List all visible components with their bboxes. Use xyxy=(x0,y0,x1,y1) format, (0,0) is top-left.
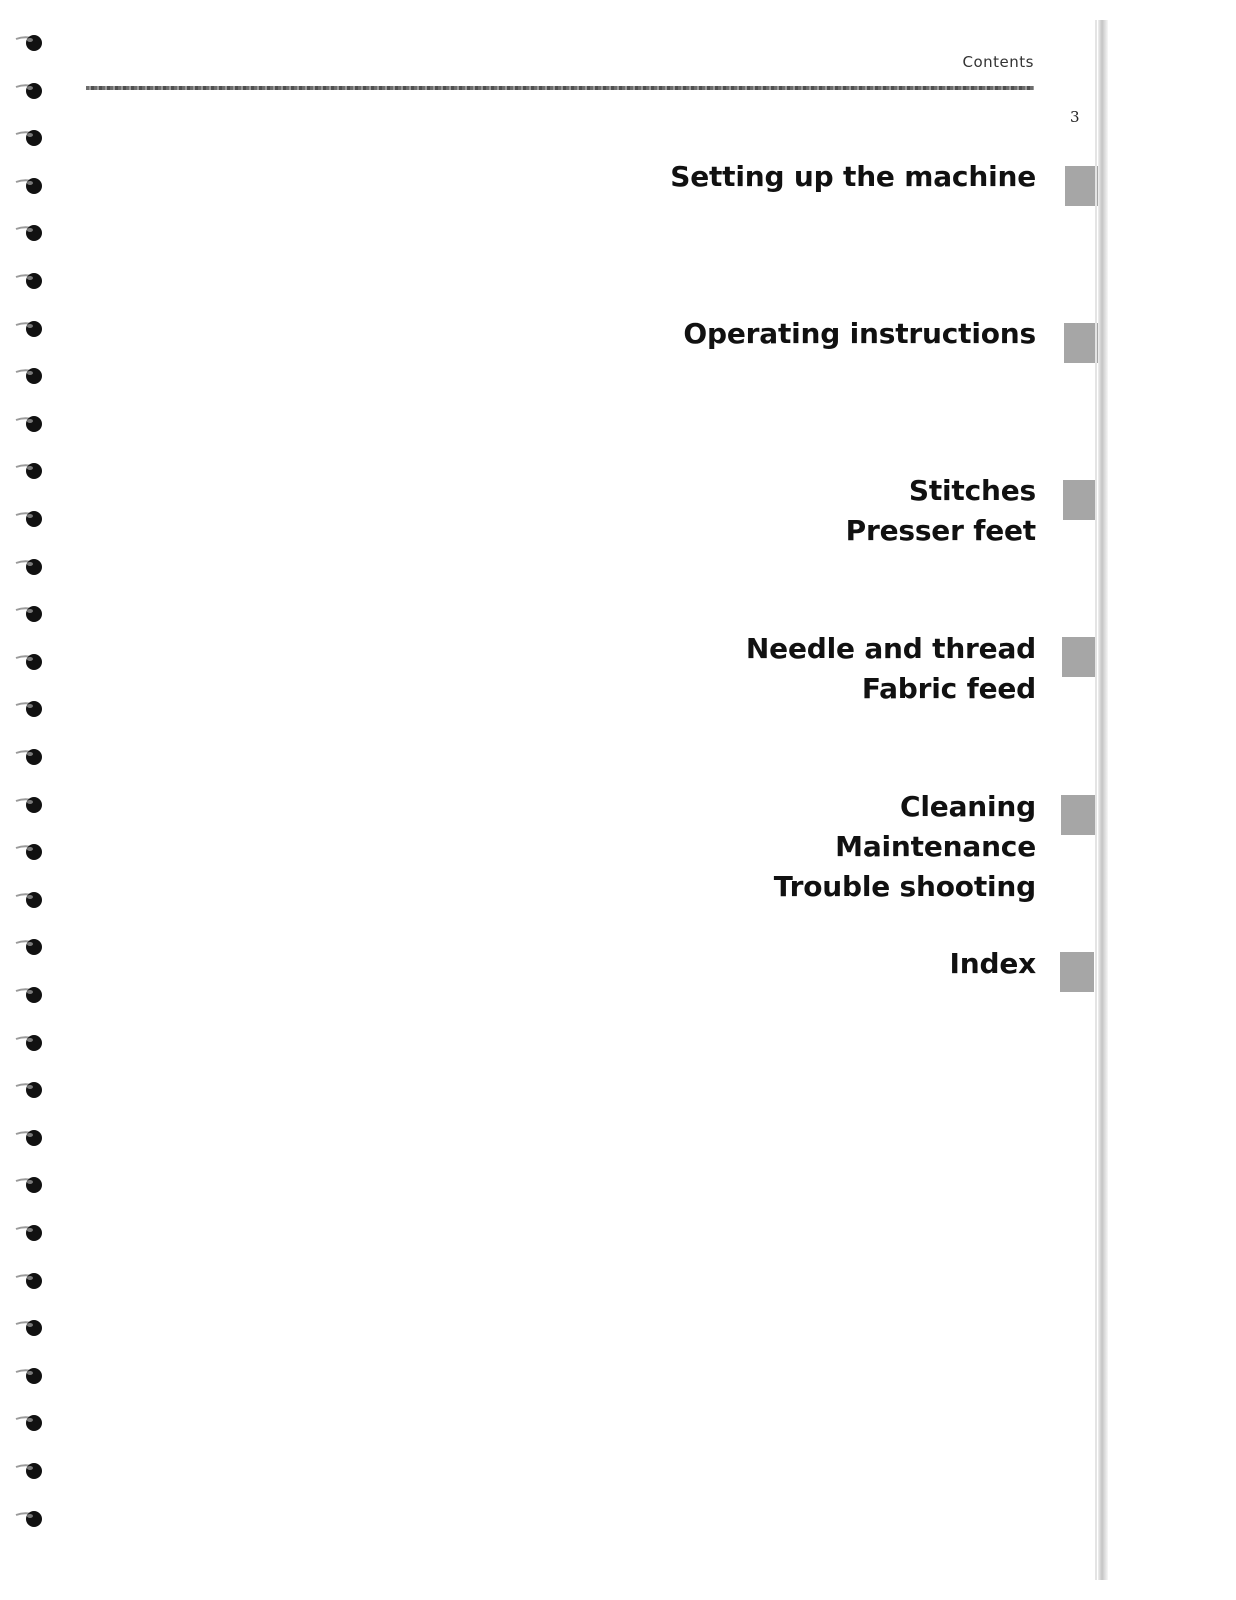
spiral-binding-hole-icon xyxy=(14,363,48,387)
spiral-binding-hole-icon xyxy=(14,1220,48,1244)
running-header: Contents xyxy=(962,53,1034,71)
thumb-tab-marker xyxy=(1060,952,1094,992)
section-title: Maintenance xyxy=(835,830,1036,863)
header-divider xyxy=(86,86,1034,90)
section-stitches-presser-feet[interactable] xyxy=(846,471,1036,551)
spiral-binding-hole-icon xyxy=(14,1172,48,1196)
section-title: Fabric feed xyxy=(861,672,1036,705)
spiral-binding-hole-icon xyxy=(14,458,48,482)
spiral-binding-hole-icon xyxy=(14,506,48,530)
spiral-binding-hole-icon xyxy=(14,601,48,625)
spiral-binding-hole-icon xyxy=(14,887,48,911)
spiral-binding-hole-icon xyxy=(14,173,48,197)
spiral-binding-hole-icon xyxy=(14,1030,48,1054)
spiral-binding-hole-icon xyxy=(14,1458,48,1482)
section-title: Presser feet xyxy=(845,514,1036,547)
spiral-binding-hole-icon xyxy=(14,268,48,292)
spiral-binding-hole-icon xyxy=(14,1315,48,1339)
spiral-binding-hole-icon xyxy=(14,649,48,673)
section-title: Cleaning xyxy=(900,790,1036,823)
spiral-binding-hole-icon xyxy=(14,1506,48,1530)
spiral-binding-hole-icon xyxy=(14,78,48,102)
thumb-tab-marker xyxy=(1061,795,1095,835)
page-edge-shadow xyxy=(1095,20,1097,1580)
spiral-binding-hole-icon xyxy=(14,411,48,435)
spiral-binding-hole-icon xyxy=(14,30,48,54)
spiral-binding-hole-icon xyxy=(14,839,48,863)
spiral-binding-hole-icon xyxy=(14,1125,48,1149)
section-title: Operating instructions xyxy=(683,317,1036,350)
spiral-binding-hole-icon xyxy=(14,1410,48,1434)
thumb-tab-marker xyxy=(1065,166,1099,206)
section-index[interactable] xyxy=(950,944,1036,984)
spiral-binding-hole-icon xyxy=(14,125,48,149)
spiral-binding-hole-icon xyxy=(14,1268,48,1292)
spiral-binding-hole-icon xyxy=(14,934,48,958)
thumb-tab-marker xyxy=(1064,323,1098,363)
thumb-tab-marker xyxy=(1062,637,1096,677)
spiral-binding-hole-icon xyxy=(14,982,48,1006)
section-title: Trouble shooting xyxy=(773,870,1036,903)
section-title: Stitches xyxy=(908,474,1036,507)
thumb-tab-marker xyxy=(1063,480,1097,520)
spiral-binding-hole-icon xyxy=(14,1363,48,1387)
section-title: Setting up the machine xyxy=(670,160,1036,193)
spiral-binding xyxy=(14,30,54,1570)
spiral-binding-hole-icon xyxy=(14,792,48,816)
section-title: Needle and thread xyxy=(745,632,1036,665)
section-needle-fabric-feed[interactable] xyxy=(746,629,1036,709)
spiral-binding-hole-icon xyxy=(14,220,48,244)
page-number: 3 xyxy=(1070,108,1080,126)
page-edge xyxy=(1098,20,1108,1580)
section-operating-instructions[interactable] xyxy=(683,314,1036,354)
spiral-binding-hole-icon xyxy=(14,316,48,340)
spiral-binding-hole-icon xyxy=(14,696,48,720)
section-setting-up[interactable] xyxy=(670,157,1036,197)
section-title: Index xyxy=(949,947,1036,980)
section-cleaning-maintenance[interactable] xyxy=(774,787,1036,907)
spiral-binding-hole-icon xyxy=(14,1077,48,1101)
spiral-binding-hole-icon xyxy=(14,554,48,578)
spiral-binding-hole-icon xyxy=(14,744,48,768)
